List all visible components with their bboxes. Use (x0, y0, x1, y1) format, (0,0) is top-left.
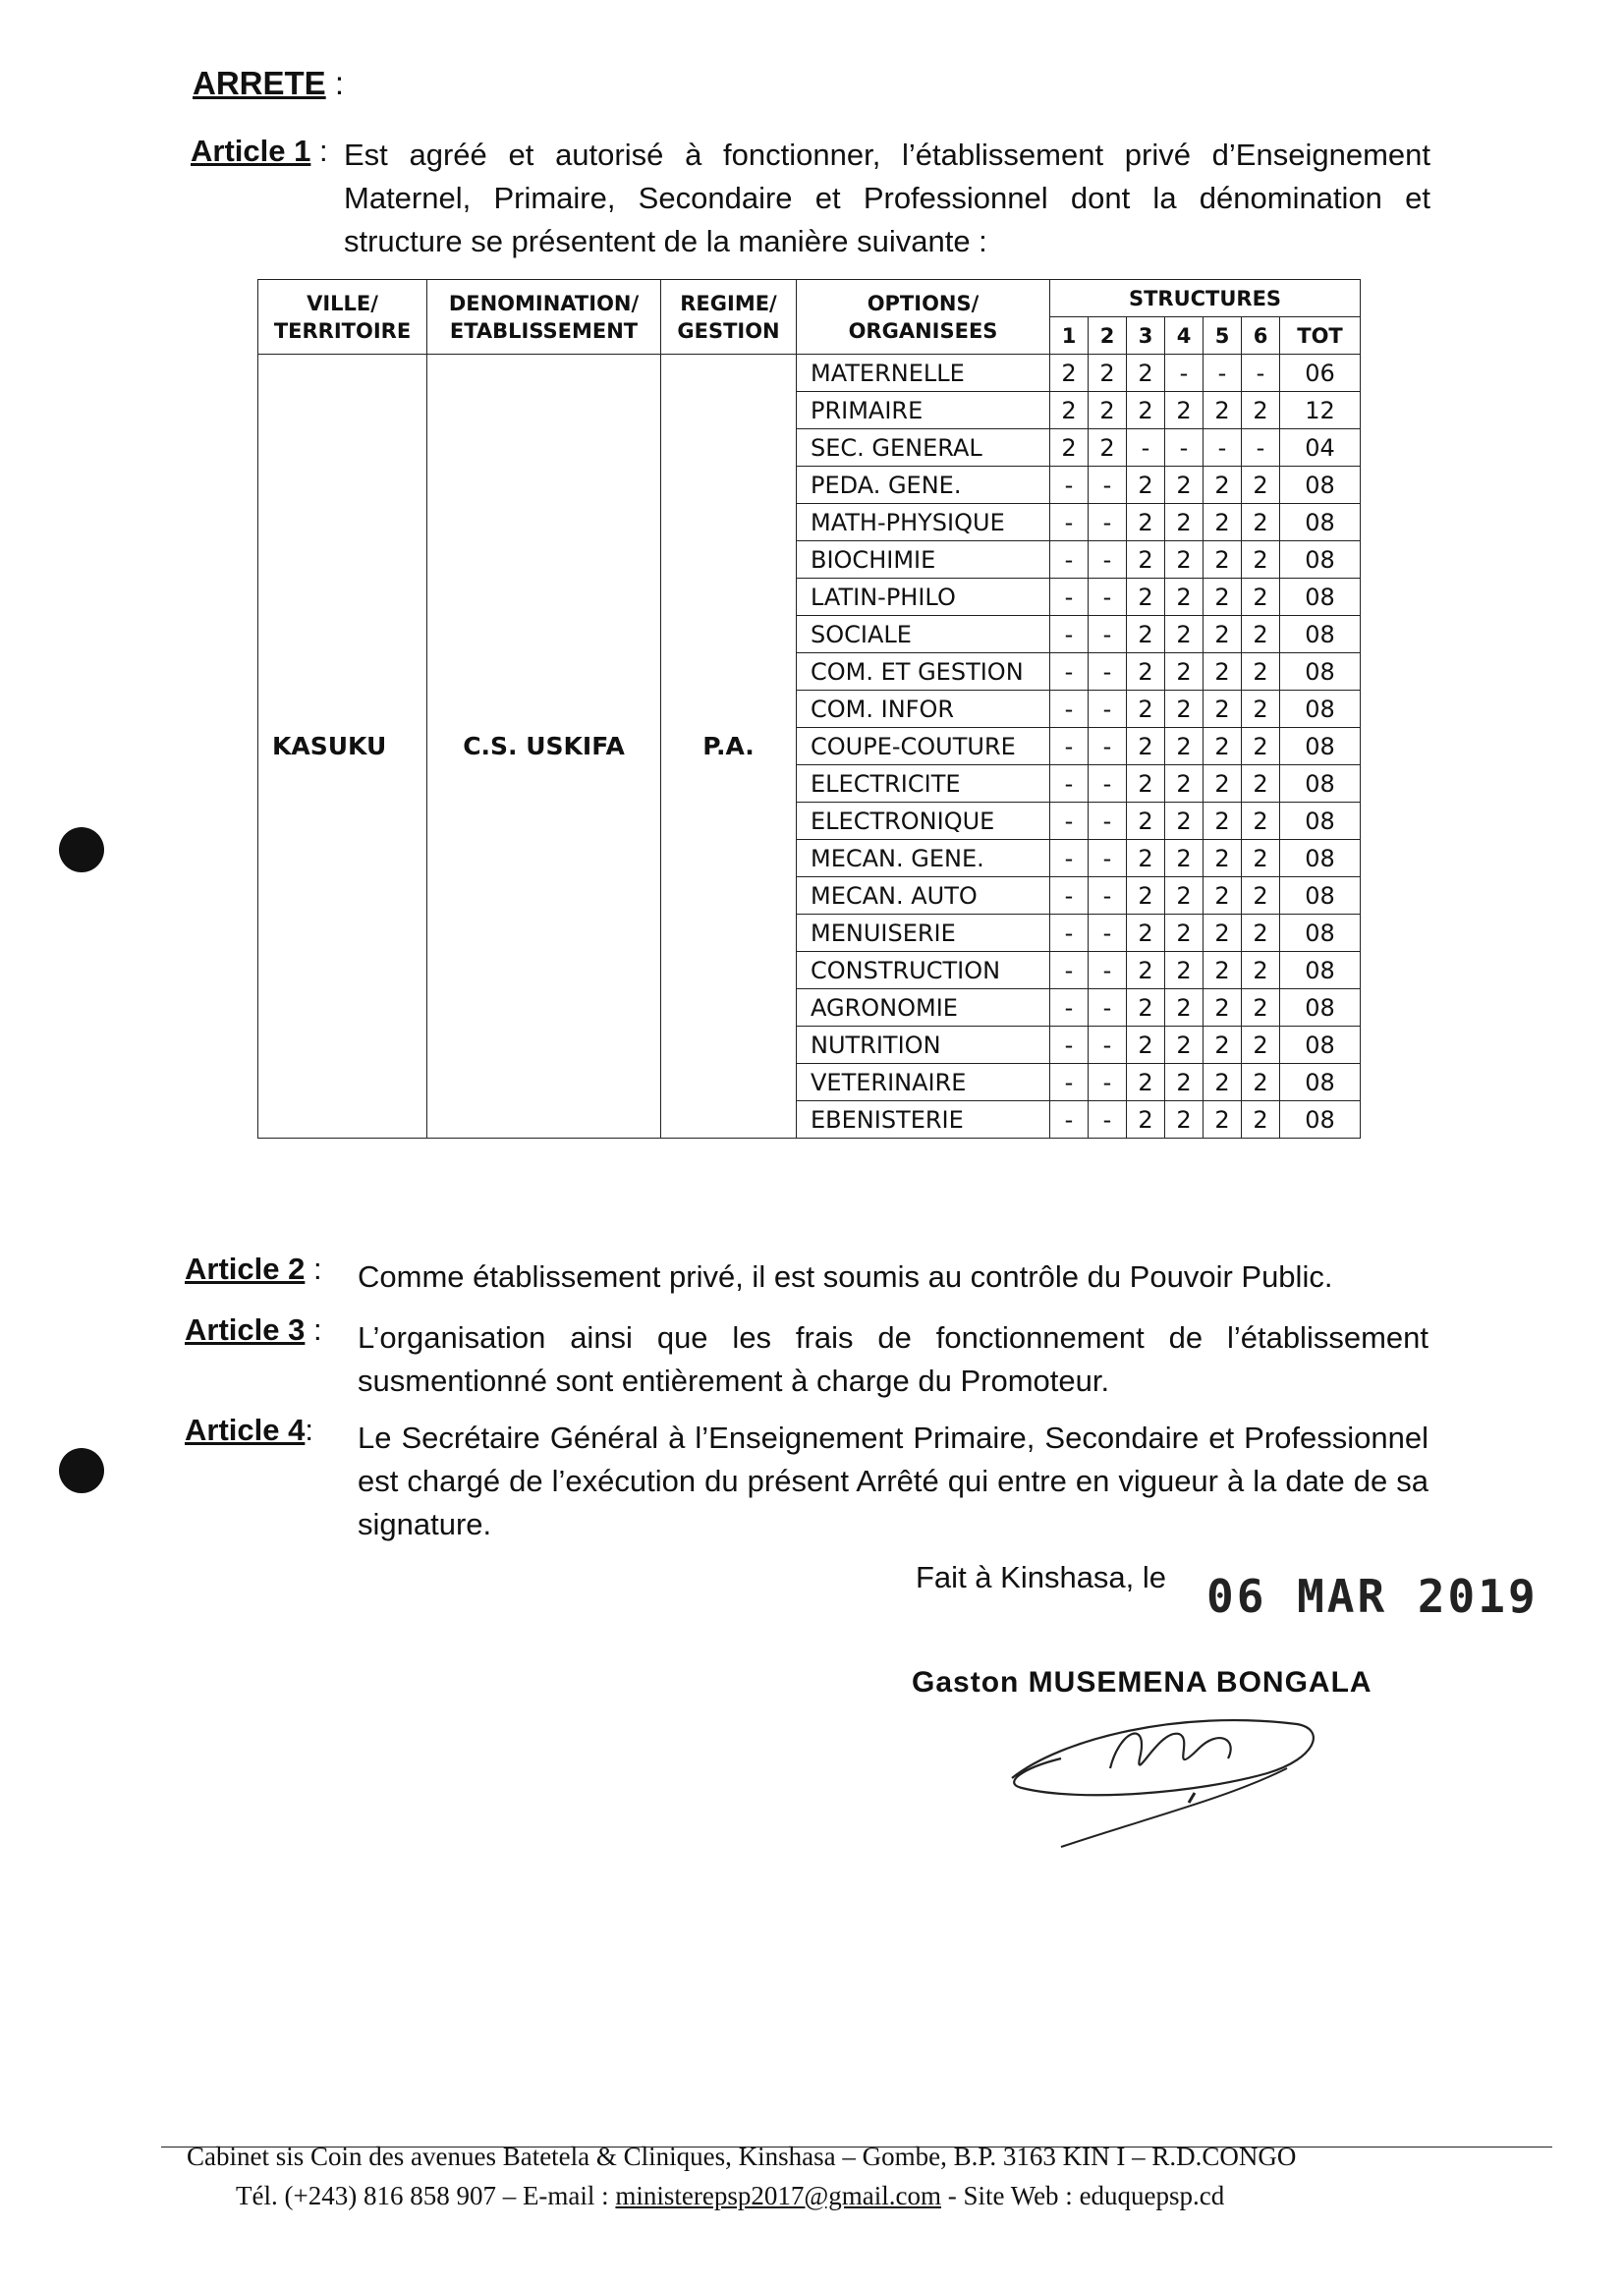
cell-value: 2 (1165, 1027, 1204, 1064)
cell-value: 2 (1127, 765, 1165, 803)
cell-value: 2 (1242, 728, 1280, 765)
cell-total: 08 (1280, 877, 1361, 915)
cell-value: 2 (1127, 1064, 1165, 1101)
cell-value: 2 (1127, 504, 1165, 541)
cell-value: - (1089, 691, 1127, 728)
cell-value: - (1089, 803, 1127, 840)
article-1-label: Article 1 : (191, 134, 328, 168)
cell-regime: P.A. (661, 355, 797, 1139)
cell-option: SOCIALE (797, 616, 1050, 653)
cell-total: 08 (1280, 691, 1361, 728)
cell-value: - (1089, 579, 1127, 616)
cell-value: - (1050, 952, 1089, 989)
article-2-text: Comme établissement privé, il est soumis au contrôle du Pouvoir Public. (358, 1259, 1333, 1294)
cell-value: 2 (1165, 392, 1204, 429)
cell-value: - (1089, 989, 1127, 1027)
cell-total: 08 (1280, 989, 1361, 1027)
cell-value: - (1050, 728, 1089, 765)
cell-value: 2 (1165, 541, 1204, 579)
cell-value: 2 (1204, 803, 1242, 840)
cell-value: - (1050, 803, 1089, 840)
cell-value: 2 (1127, 691, 1165, 728)
cell-total: 08 (1280, 653, 1361, 691)
cell-value: 2 (1050, 392, 1089, 429)
header-options: OPTIONS/ ORGANISEES (797, 280, 1050, 355)
cell-value: 2 (1204, 989, 1242, 1027)
cell-option: NUTRITION (797, 1027, 1050, 1064)
article-2-label: Article 2 : (185, 1252, 322, 1286)
cell-value: 2 (1165, 1101, 1204, 1139)
cell-ville: KASUKU (258, 355, 427, 1139)
cell-value: 2 (1204, 1027, 1242, 1064)
signer-name: Gaston MUSEMENA BONGALA (912, 1666, 1372, 1699)
cell-value: 2 (1127, 653, 1165, 691)
cell-total: 08 (1280, 1064, 1361, 1101)
cell-value: - (1050, 691, 1089, 728)
cell-option: MECAN. GENE. (797, 840, 1050, 877)
cell-denomination: C.S. USKIFA (427, 355, 661, 1139)
cell-value: 2 (1127, 952, 1165, 989)
cell-value: - (1089, 840, 1127, 877)
cell-value: - (1089, 915, 1127, 952)
cell-value: 2 (1204, 504, 1242, 541)
cell-value: 2 (1204, 1064, 1242, 1101)
cell-total: 08 (1280, 952, 1361, 989)
cell-value: - (1050, 579, 1089, 616)
cell-total: 08 (1280, 1027, 1361, 1064)
cell-value: - (1089, 541, 1127, 579)
cell-value: 2 (1165, 803, 1204, 840)
cell-option: COUPE-COUTURE (797, 728, 1050, 765)
cell-total: 06 (1280, 355, 1361, 392)
table-row (258, 355, 1361, 392)
cell-value: 2 (1165, 579, 1204, 616)
cell-value: 2 (1127, 915, 1165, 952)
place-date: Fait à Kinshasa, le (916, 1560, 1167, 1594)
header-col: 5 (1204, 317, 1242, 355)
cell-value: 2 (1204, 616, 1242, 653)
cell-value: - (1050, 504, 1089, 541)
cell-total: 04 (1280, 429, 1361, 467)
cell-value: - (1089, 653, 1127, 691)
cell-option: ELECTRICITE (797, 765, 1050, 803)
cell-option: MATERNELLE (797, 355, 1050, 392)
header-col: 4 (1165, 317, 1204, 355)
cell-value: 2 (1242, 1101, 1280, 1139)
cell-option: AGRONOMIE (797, 989, 1050, 1027)
cell-value: 2 (1089, 392, 1127, 429)
cell-value: 2 (1242, 803, 1280, 840)
cell-value: 2 (1204, 467, 1242, 504)
cell-value: 2 (1165, 616, 1204, 653)
cell-value: 2 (1242, 952, 1280, 989)
cell-value: - (1089, 616, 1127, 653)
cell-value: 2 (1050, 429, 1089, 467)
cell-value: 2 (1165, 915, 1204, 952)
cell-total: 08 (1280, 728, 1361, 765)
cell-option: SEC. GENERAL (797, 429, 1050, 467)
structure-table (257, 279, 1361, 1139)
cell-option: EBENISTERIE (797, 1101, 1050, 1139)
cell-total: 08 (1280, 541, 1361, 579)
cell-value: 2 (1127, 840, 1165, 877)
cell-option: VETERINAIRE (797, 1064, 1050, 1101)
cell-value: 2 (1127, 1101, 1165, 1139)
cell-value: 2 (1127, 1027, 1165, 1064)
cell-value: 2 (1242, 467, 1280, 504)
punch-hole-dot (59, 827, 104, 872)
cell-total: 08 (1280, 840, 1361, 877)
header-col: 2 (1089, 317, 1127, 355)
cell-value: - (1089, 1027, 1127, 1064)
cell-option: MECAN. AUTO (797, 877, 1050, 915)
cell-value: 2 (1165, 952, 1204, 989)
article-3-label: Article 3 : (185, 1312, 322, 1347)
cell-value: 2 (1127, 616, 1165, 653)
cell-option: COM. INFOR (797, 691, 1050, 728)
cell-value: - (1050, 1027, 1089, 1064)
cell-option: CONSTRUCTION (797, 952, 1050, 989)
header-regime: REGIME/ GESTION (661, 280, 797, 355)
cell-value: 2 (1204, 541, 1242, 579)
cell-value: - (1089, 877, 1127, 915)
cell-value: 2 (1165, 989, 1204, 1027)
cell-value: 2 (1127, 579, 1165, 616)
cell-option: COM. ET GESTION (797, 653, 1050, 691)
cell-value: 2 (1127, 355, 1165, 392)
cell-value: 2 (1204, 1101, 1242, 1139)
cell-value: - (1050, 467, 1089, 504)
article-4-label: Article 4: (185, 1413, 313, 1447)
cell-value: 2 (1242, 579, 1280, 616)
cell-value: 2 (1204, 840, 1242, 877)
cell-value: 2 (1127, 392, 1165, 429)
cell-total: 08 (1280, 765, 1361, 803)
cell-value: - (1050, 653, 1089, 691)
signature-icon (1002, 1690, 1336, 1857)
cell-option: PRIMAIRE (797, 392, 1050, 429)
cell-value: - (1050, 616, 1089, 653)
header-col: 1 (1050, 317, 1089, 355)
cell-value: 2 (1242, 989, 1280, 1027)
cell-value: - (1242, 355, 1280, 392)
cell-value: 2 (1242, 653, 1280, 691)
page-title: ARRETE : (193, 65, 345, 101)
article-3-text: L’organisation ainsi que les frais de fonctionnement de l’établissement susmentionné sont entièrement à charge du Promoteur. (358, 1320, 1428, 1398)
cell-value: 2 (1165, 504, 1204, 541)
cell-value: 2 (1204, 653, 1242, 691)
cell-value: 2 (1204, 579, 1242, 616)
cell-value: - (1050, 765, 1089, 803)
cell-value: 2 (1165, 691, 1204, 728)
cell-total: 08 (1280, 616, 1361, 653)
cell-value: 2 (1242, 392, 1280, 429)
cell-total: 08 (1280, 1101, 1361, 1139)
cell-value: 2 (1242, 915, 1280, 952)
cell-value: - (1050, 989, 1089, 1027)
cell-value: - (1089, 952, 1127, 989)
cell-value: 2 (1165, 728, 1204, 765)
cell-option: PEDA. GENE. (797, 467, 1050, 504)
cell-value: 2 (1127, 467, 1165, 504)
cell-value: 2 (1242, 1064, 1280, 1101)
cell-value: 2 (1242, 616, 1280, 653)
footer-address: Cabinet sis Coin des avenues Batetela & Cliniques, Kinshasa – Gombe, B.P. 3163 KIN I – R.D.CONGO (187, 2142, 1297, 2171)
cell-value: 2 (1204, 952, 1242, 989)
cell-option: BIOCHIMIE (797, 541, 1050, 579)
cell-option: MENUISERIE (797, 915, 1050, 952)
header-col: 3 (1127, 317, 1165, 355)
cell-value: 2 (1204, 392, 1242, 429)
cell-value: 2 (1204, 877, 1242, 915)
cell-value: - (1089, 728, 1127, 765)
cell-value: 2 (1127, 989, 1165, 1027)
cell-value: 2 (1165, 877, 1204, 915)
cell-value: 2 (1242, 691, 1280, 728)
footer-contact: Tél. (+243) 816 858 907 – E-mail : ministerepsp2017@gmail.com - Site Web : eduquepsp.cd (236, 2181, 1225, 2210)
cell-value: 2 (1165, 653, 1204, 691)
cell-value: 2 (1165, 840, 1204, 877)
cell-value: - (1089, 467, 1127, 504)
cell-total: 08 (1280, 467, 1361, 504)
cell-value: - (1050, 840, 1089, 877)
cell-value: - (1050, 877, 1089, 915)
cell-value: - (1089, 504, 1127, 541)
cell-value: - (1050, 541, 1089, 579)
cell-value: 2 (1165, 1064, 1204, 1101)
cell-value: 2 (1127, 541, 1165, 579)
cell-option: MATH-PHYSIQUE (797, 504, 1050, 541)
cell-value: - (1050, 915, 1089, 952)
cell-value: - (1089, 765, 1127, 803)
cell-value: - (1089, 1101, 1127, 1139)
cell-value: 2 (1204, 691, 1242, 728)
header-structures: STRUCTURES (1050, 280, 1361, 317)
cell-value: 2 (1204, 915, 1242, 952)
article-4-text: Le Secrétaire Général à l’Enseignement Primaire, Secondaire et Professionnel est chargé de l’exécution du présent Arrêté qui entre en vigueur à la date de sa signature. (358, 1421, 1428, 1541)
cell-value: 2 (1204, 765, 1242, 803)
cell-value: - (1050, 1064, 1089, 1101)
cell-value: 2 (1204, 728, 1242, 765)
article-1-text: Est agréé et autorisé à fonctionner, l’établissement privé d’Enseignement Maternel, Primaire, Secondaire et Professionnel dont la dénomination et structure se présentent de la manière suivante : (344, 138, 1430, 258)
cell-option: LATIN-PHILO (797, 579, 1050, 616)
cell-value: 2 (1242, 504, 1280, 541)
footer-email-link[interactable]: ministerepsp2017@gmail.com (615, 2181, 941, 2210)
date-stamp: 06 MAR 2019 (1206, 1570, 1539, 1623)
cell-value: - (1242, 429, 1280, 467)
cell-value: - (1165, 355, 1204, 392)
cell-value: - (1089, 1064, 1127, 1101)
cell-value: - (1050, 1101, 1089, 1139)
cell-value: 2 (1127, 728, 1165, 765)
cell-total: 08 (1280, 803, 1361, 840)
cell-value: 2 (1165, 467, 1204, 504)
cell-total: 08 (1280, 579, 1361, 616)
cell-value: - (1127, 429, 1165, 467)
cell-value: 2 (1050, 355, 1089, 392)
header-denomination: DENOMINATION/ ETABLISSEMENT (427, 280, 661, 355)
cell-value: 2 (1242, 541, 1280, 579)
cell-value: - (1204, 429, 1242, 467)
cell-total: 08 (1280, 915, 1361, 952)
cell-value: 2 (1127, 877, 1165, 915)
cell-value: 2 (1127, 803, 1165, 840)
punch-hole-dot (59, 1448, 104, 1493)
cell-value: 2 (1242, 1027, 1280, 1064)
cell-option: ELECTRONIQUE (797, 803, 1050, 840)
cell-value: 2 (1165, 765, 1204, 803)
cell-value: 2 (1242, 877, 1280, 915)
cell-total: 08 (1280, 504, 1361, 541)
cell-value: 2 (1242, 840, 1280, 877)
cell-value: 2 (1242, 765, 1280, 803)
header-ville: VILLE/ TERRITOIRE (258, 280, 427, 355)
header-col: 6 (1242, 317, 1280, 355)
header-col: TOT (1280, 317, 1361, 355)
cell-total: 12 (1280, 392, 1361, 429)
cell-value: 2 (1089, 429, 1127, 467)
cell-value: - (1165, 429, 1204, 467)
cell-value: - (1204, 355, 1242, 392)
cell-value: 2 (1089, 355, 1127, 392)
